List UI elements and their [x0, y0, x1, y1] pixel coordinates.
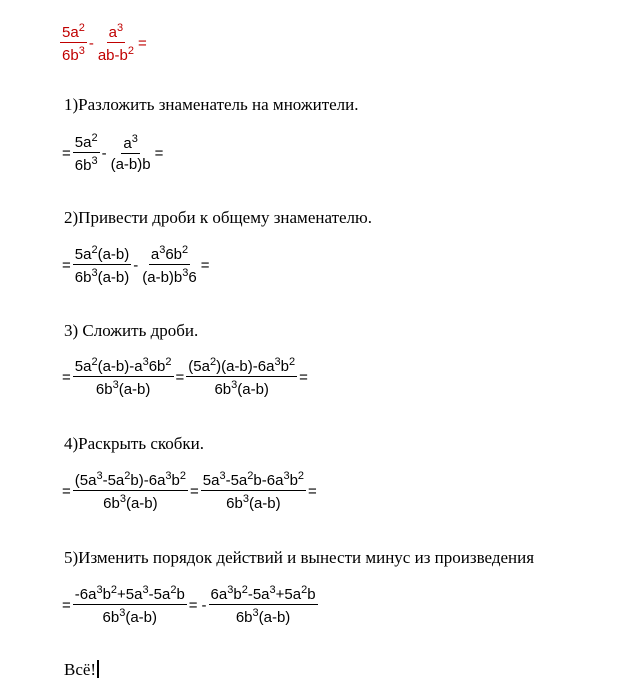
fraction: $\frac{5a^2}{6b^3}$: [62, 22, 85, 64]
step-1-heading: 1)Разложить знаменатель на множители.: [64, 95, 359, 114]
text-cursor: [97, 660, 99, 678]
final-text: Всё!: [64, 660, 99, 680]
initial-expression: $\frac{5a^2}{6b^3}$ - $\frac{a^3}{ab-b^2}$ =: [62, 22, 147, 64]
step-5-expression: = $\frac{-6a^3b^2+5a^3-5a^2b}{6b^3(a-b)}$ = - $\frac{6a^3b^2-5a^3+5a^2b}{6b^3(a-b)}$: [62, 584, 316, 626]
step-3-expression: = $\frac{5a^2(a-b)-a^36b^2}{6b^3(a-b)}$ = $\frac{(5a^2)(a-b)-6a^3b^2}{6b^3(a-b)}$ =: [62, 356, 308, 398]
step-2-expression: = $\frac{5a^2(a-b)}{6b^3(a-b)}$ - $\frac{a^36b^2}{(a-b)b^36}$ =: [62, 244, 210, 286]
step-4-expression: = $\frac{(5a^3-5a^2b)-6a^3b^2}{6b^3(a-b)}$ = $\frac{5a^3-5a^2b-6a^3b^2}{6b^3(a-b)}$ =: [62, 470, 317, 512]
step-3-heading: 3) Сложить дроби.: [64, 321, 199, 340]
step-4-heading: 4)Раскрыть скобки.: [64, 434, 205, 453]
fraction: $\frac{a^3}{ab-b^2}$: [97, 22, 134, 64]
step-2-heading: 2)Привести дроби к общему знаменателю.: [64, 208, 372, 227]
step-5-heading: 5)Изменить порядок действий и вынести минус из произведения: [64, 548, 535, 567]
step-1-expression: = $\frac{5a^2}{6b^3}$ - $\frac{a^3}{(a-b)b}$ =: [62, 132, 164, 174]
